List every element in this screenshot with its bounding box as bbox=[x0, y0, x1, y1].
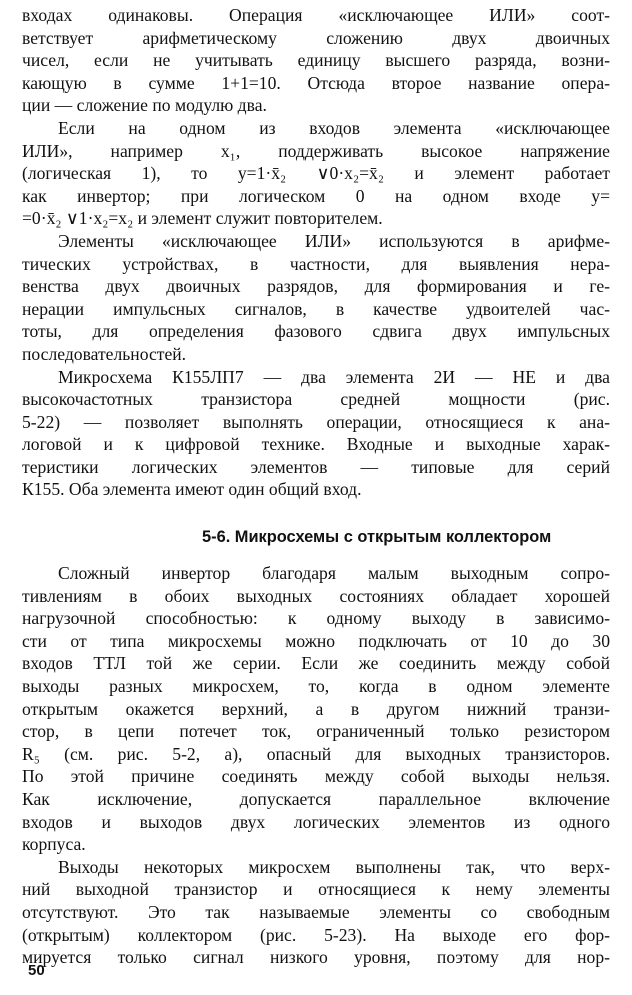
text-line: Если на одном из входов элемента «исключающее bbox=[58, 117, 610, 138]
text-line: (открытым) коллектором (рис. 5-23). На выходе его фор- bbox=[22, 924, 610, 945]
text-line: входов и выходов двух логических элементов из одного bbox=[22, 811, 610, 832]
paragraph-xor-sum bbox=[22, 4, 610, 117]
text-block-bottom bbox=[22, 562, 610, 969]
text-line: открытым окажется верхний, а в другом нижний транзи- bbox=[22, 698, 610, 719]
text-line: тивлениям в обоих выходных состояниях обладает хорошей bbox=[22, 585, 610, 606]
text-line: теристики логических элементов — типовые для серий bbox=[22, 456, 610, 477]
text-line: венства двух двоичных разрядов, для формирования и ге- bbox=[22, 276, 610, 297]
text-line: корпуса. bbox=[22, 834, 86, 855]
text-line: 5-22) — позволяет выполнять операции, относящиеся к ана- bbox=[22, 411, 610, 432]
paragraph-open-collector bbox=[22, 856, 610, 969]
text-line: входов ТТЛ той же серии. Если же соединить между собой bbox=[22, 653, 610, 674]
text-line: ИЛИ», например x₁, поддерживать высокое напряжение bbox=[22, 140, 610, 161]
text-line: По этой причине соединять между собой выходы нельзя. bbox=[22, 766, 610, 787]
text-line: Как исключение, допускается параллельное включение bbox=[22, 788, 610, 809]
text-line: R₅ (см. рис. 5-2, а), опасный для выходных транзисторов. bbox=[22, 743, 610, 764]
text-line: Выходы некоторых микросхем выполнены так, что верх- bbox=[58, 856, 610, 877]
text-line: мируется только сигнал низкого уровня, поэтому для нор- bbox=[22, 947, 610, 968]
text-line: входах одинаковы. Операция «исключающее ИЛИ» соот- bbox=[22, 5, 610, 25]
text-line: сти от типа микросхемы можно подключать от 10 до 30 bbox=[22, 630, 610, 651]
text-line: как инвертор; при логическом 0 на одном входе y= bbox=[22, 185, 610, 206]
text-line: ний выходной транзистор и относящиеся к нему элементы bbox=[22, 879, 610, 900]
text-line: логовой и к цифровой технике. Входные и выходные харак- bbox=[22, 434, 610, 455]
text-line: чисел, если не учитывать единицу высшего разряда, возни- bbox=[22, 50, 610, 71]
paragraph-inverter bbox=[22, 117, 610, 230]
paragraph-applications bbox=[22, 230, 610, 366]
text-line: Микросхема К155ЛП7 — два элемента 2И — НЕ и два bbox=[58, 366, 610, 387]
text-line: высокочастотных транзистора средней мощности (рис. bbox=[22, 389, 610, 410]
text-line: кающую в сумме 1+1=10. Отсюда второе название опера- bbox=[22, 72, 610, 93]
section-heading: 5-6. Микросхемы с открытым коллектором bbox=[202, 528, 552, 546]
text-line: Сложный инвертор благодаря малым выходным сопро- bbox=[58, 563, 610, 583]
text-line: Элементы «исключающее ИЛИ» используются в арифме- bbox=[58, 230, 610, 251]
text-line: тических устройствах, в частности, для выявления нера- bbox=[22, 253, 610, 274]
text-line: =0·x̄₂ ∨1·x₂=x₂ и элемент служит повторителем. bbox=[22, 208, 383, 229]
text-block-top bbox=[22, 4, 610, 501]
text-line: ветствует арифметическому сложению двух двоичных bbox=[22, 27, 610, 48]
text-line: нерации импульсных сигналов, в качестве удвоителей час- bbox=[22, 298, 610, 319]
paragraph-k155lp7 bbox=[22, 366, 610, 502]
text-line: нагрузочной способностью: к одному выходу в зависимо- bbox=[22, 608, 610, 629]
text-line: выходы разных микросхем, то, когда в одном элементе bbox=[22, 675, 610, 696]
text-line: тоты, для определения фазового сдвига двух импульсных bbox=[22, 321, 610, 342]
page-number: 50 bbox=[28, 962, 45, 979]
text-line: ции — сложение по модулю два. bbox=[22, 95, 267, 116]
text-line: отсутствуют. Это так называемые элементы со свободным bbox=[22, 901, 610, 922]
text-line: последовательностей. bbox=[22, 343, 187, 364]
text-line: стор, в цепи потечет ток, ограниченный только резистором bbox=[22, 721, 610, 742]
paragraph-complex-inverter bbox=[22, 562, 610, 856]
text-line: (логическая 1), то y=1·x̄₂ ∨0·x₂=x̄₂ и элемент работает bbox=[22, 163, 610, 184]
text-line: К155. Оба элемента имеют один общий вход. bbox=[22, 479, 362, 500]
